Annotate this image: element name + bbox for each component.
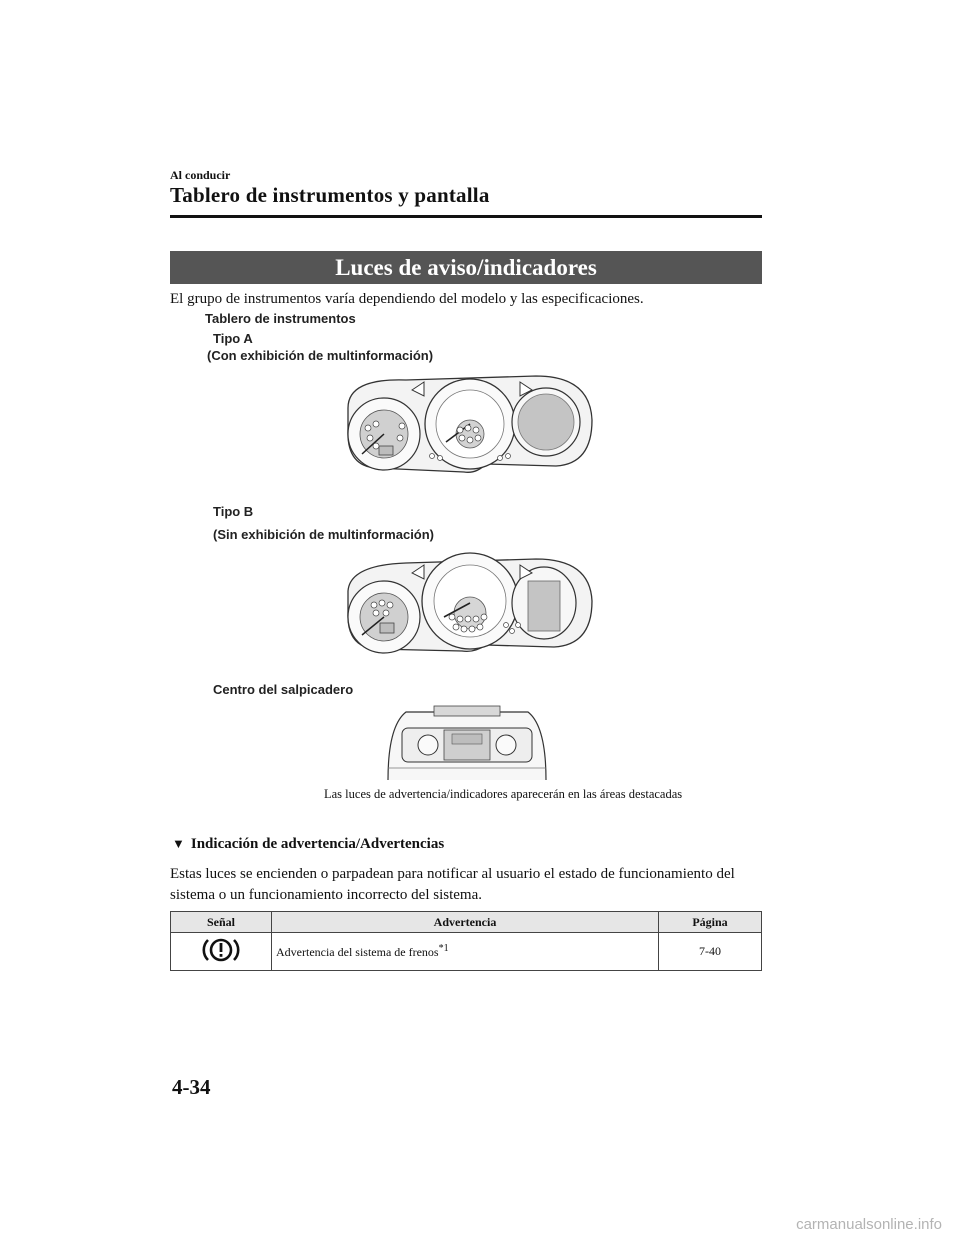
page-cell: 7-40 xyxy=(659,933,762,971)
figure-label-centro: Centro del salpicadero xyxy=(213,682,354,697)
triangle-marker-icon: ▼ xyxy=(172,836,185,851)
figure-note-tipo-b: (Sin exhibición de multinformación) xyxy=(213,527,435,542)
table-row xyxy=(171,933,762,971)
figure-note-tipo-a: (Con exhibición de multinformación) xyxy=(207,348,434,363)
section-title: Tablero de instrumentos y pantalla xyxy=(170,183,490,207)
signal-cell xyxy=(171,933,272,971)
table-header-row xyxy=(171,912,762,933)
intro-text: El grupo de instrumentos varía dependiendo del modelo y las especificaciones. xyxy=(170,291,644,307)
warning-cell xyxy=(272,933,659,971)
footnote-marker: *1 xyxy=(438,943,449,954)
figure-label-tipo-a: Tipo A xyxy=(213,331,253,346)
column-header-pagina: Página xyxy=(659,912,762,933)
column-header-senal: Señal xyxy=(171,912,272,933)
watermark: carmanualsonline.info xyxy=(796,1216,942,1233)
cluster-type-a-illustration xyxy=(336,368,602,480)
cluster-type-b-illustration xyxy=(336,547,602,659)
page-number: 4-34 xyxy=(172,1075,211,1099)
subsection-heading xyxy=(172,836,444,853)
section-banner: Luces de aviso/indicadores xyxy=(170,251,762,284)
warning-text: Advertencia del sistema de frenos xyxy=(276,945,439,959)
brake-warning-icon xyxy=(201,935,241,965)
header-rule xyxy=(170,215,762,218)
figure-label-tablero: Tablero de instrumentos xyxy=(205,311,356,326)
figure-label-tipo-b: Tipo B xyxy=(213,504,254,519)
chapter-label: Al conducir xyxy=(170,168,231,182)
column-header-advertencia: Advertencia xyxy=(272,912,659,933)
warning-table xyxy=(170,911,762,971)
body-paragraph: Estas luces se encienden o parpadean para notificar al usuario el estado de funcionamiento del sistema o un funcionamiento incorrecto del sistema. xyxy=(170,866,735,903)
figure-caption: Las luces de advertencia/indicadores aparecerán en las áreas destacadas xyxy=(324,787,683,801)
center-dashboard-illustration xyxy=(382,702,552,782)
subsection-title: Indicación de advertencia/Advertencias xyxy=(190,836,445,852)
